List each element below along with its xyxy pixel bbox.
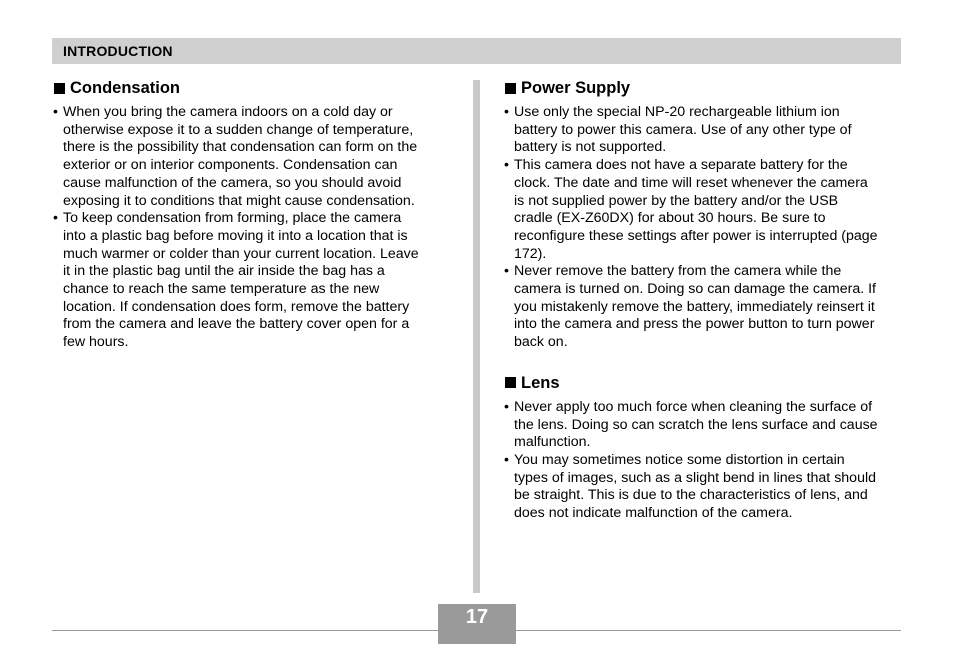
list-item-line: 172). <box>514 245 547 262</box>
list-item-line: This camera does not have a separate battery for the <box>514 157 848 174</box>
list-item-line: does not indicate malfunction of the camera. <box>514 505 793 522</box>
list-item-line: the lens. Doing so can scratch the lens surface and cause <box>514 416 878 433</box>
bullet-dot-icon: • <box>504 263 509 280</box>
square-bullet-icon <box>505 83 516 94</box>
section-heading-text: Power Supply <box>521 79 631 97</box>
list-item-line: it in the plastic bag until the air inside the bag has a <box>63 263 385 280</box>
column-divider <box>473 80 480 593</box>
list-item-line: from the camera and leave the battery cover open for a <box>63 316 410 333</box>
bullet-list <box>505 104 905 352</box>
list-item-line: malfunction. <box>514 434 591 451</box>
list-item-line: exterior or on interior components. Condensation can <box>63 157 398 174</box>
list-item-line: You may sometimes notice some distortion in certain <box>514 451 845 468</box>
list-item-line: into a plastic bag before moving it into a location that is <box>63 227 408 244</box>
list-item <box>54 104 446 210</box>
section-heading-text: Lens <box>521 373 560 392</box>
left-column <box>54 78 446 352</box>
list-item-line: To keep condensation from forming, place the camera <box>63 210 402 227</box>
list-item-line: reconfigure these settings after power is interrupted (page <box>514 227 878 244</box>
list-item <box>505 157 905 263</box>
list-item-line: Use only the special NP-20 rechargeable lithium ion <box>514 104 840 120</box>
bullet-dot-icon: • <box>504 451 509 468</box>
section-spacer <box>505 352 905 373</box>
list-item-line: Never remove the battery from the camera while the <box>514 263 842 280</box>
list-item-line: cradle (EX-Z60DX) for about 30 hours. Be sure to <box>514 210 826 227</box>
list-item-line: clock. The date and time will reset whenever the camera <box>514 174 868 191</box>
bullet-dot-icon: • <box>53 210 58 227</box>
list-item <box>505 452 905 523</box>
list-item-line: you mistakenly remove the battery, immediately reinsert it <box>514 298 875 315</box>
list-item-line: into the camera and press the power button to turn power <box>514 316 875 333</box>
square-bullet-icon <box>505 377 516 388</box>
list-item-line: When you bring the camera indoors on a cold day or <box>63 104 393 120</box>
list-item-line: few hours. <box>63 334 129 351</box>
list-item-line: there is the possibility that condensation can form on the <box>63 139 418 156</box>
page-number-box <box>438 604 516 644</box>
section-heading-text: Condensation <box>70 79 180 97</box>
list-item-line: chance to reach the same temperature as the new <box>63 281 380 298</box>
square-bullet-icon <box>54 83 65 94</box>
section-heading <box>54 78 446 98</box>
page-number: 17 <box>465 606 489 628</box>
list-item-line: back on. <box>514 334 568 351</box>
list-item-line: types of images, such as a slight bend in lines that should <box>514 469 876 486</box>
list-item-line: camera is turned on. Doing so can damage the camera. If <box>514 281 876 298</box>
section-heading <box>505 78 905 98</box>
list-item-line: battery to power this camera. Use of any other type of <box>514 121 852 138</box>
list-item <box>505 104 905 157</box>
list-item-line: Never apply too much force when cleaning the surface of <box>514 398 873 415</box>
list-item-line: much warmer or colder than your current location. Leave <box>63 245 419 262</box>
header-bar <box>52 38 901 64</box>
list-item-line: otherwise expose it to a sudden change of temperature, <box>63 121 414 138</box>
right-column <box>505 78 905 523</box>
list-item <box>505 263 905 352</box>
bullet-list <box>505 399 905 523</box>
bullet-dot-icon: • <box>53 104 58 120</box>
bullet-dot-icon: • <box>504 104 509 120</box>
section-heading <box>505 373 905 393</box>
section-header-title: INTRODUCTION <box>63 43 173 59</box>
bullet-list <box>54 104 446 352</box>
list-item-line: battery is not supported. <box>514 139 667 156</box>
list-item-line: be straight. This is due to the characteristics of lens, and <box>514 487 868 504</box>
list-item-line: is not supplied power by the battery and/or the USB <box>514 192 839 209</box>
list-item-line: location. If condensation does form, remove the battery <box>63 298 410 315</box>
list-item-line: exposing it to conditions that might cause condensation. <box>63 192 415 209</box>
bullet-dot-icon: • <box>504 157 509 174</box>
list-item <box>505 399 905 452</box>
list-item-line: cause malfunction of the camera, so you should avoid <box>63 174 402 191</box>
bullet-dot-icon: • <box>504 398 509 415</box>
list-item <box>54 210 446 352</box>
